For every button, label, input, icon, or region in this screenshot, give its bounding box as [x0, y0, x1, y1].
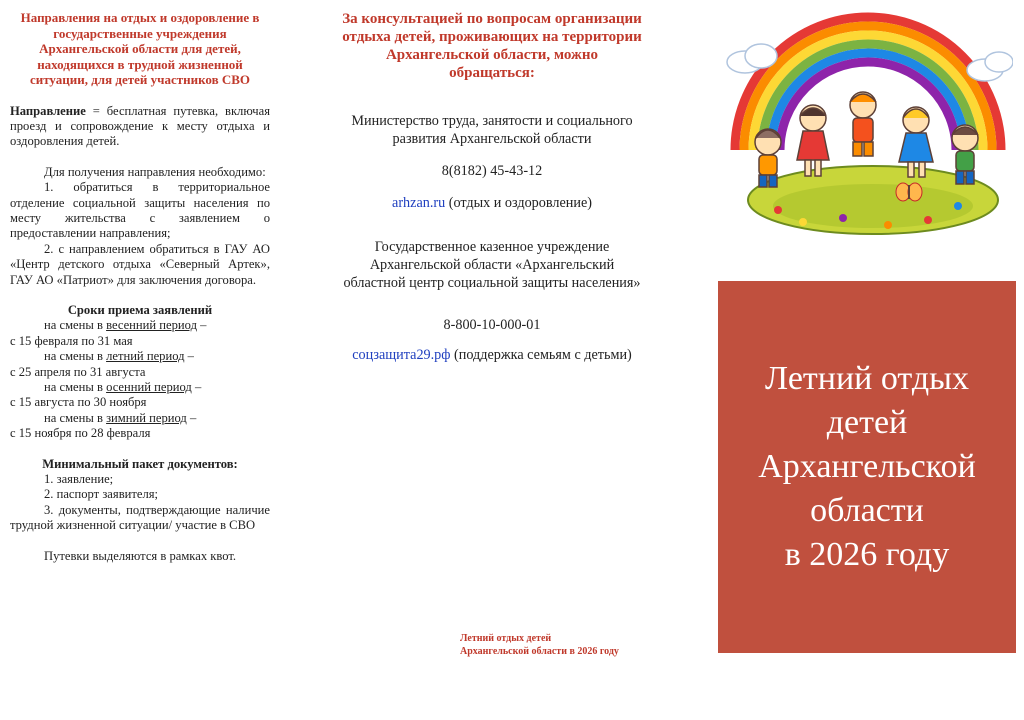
center-link-note: (поддержка семьям с детьми) [450, 347, 632, 363]
deadline-dates: с 15 августа по 30 ноября [10, 395, 147, 410]
right-panel [705, 0, 1024, 720]
deadline-dash: – [197, 318, 207, 333]
cover-block [718, 281, 1016, 653]
footnote: Летний отдых детей Архангельской области в 2026 году [460, 633, 619, 657]
deadline-period: зимний период [106, 410, 187, 425]
deadlines-title: Сроки приема заявлений [67, 302, 213, 317]
ministry-name: Министерство труда, занятости и социального развития Архангельской области [351, 113, 633, 147]
doc-1: 1. заявление; [44, 472, 114, 487]
deadline-prefix: на смены в [44, 318, 107, 333]
left-title: Направления на отдых и оздоровление в государственные учреждения Архангельской области для детей, находящихся в трудной жизненной ситуации, для детей участников СВО [20, 10, 260, 87]
deadline-period: весенний период [106, 318, 198, 333]
center-link-line [342, 346, 642, 364]
consult-heading: За консультацией по вопросам организации отдыха детей, проживающих на территории Архангельской области, можно обращаться: [342, 11, 642, 81]
doc-2: 2. паспорт заявителя; [44, 487, 159, 502]
cover-line: детей [826, 404, 908, 441]
ministry-link[interactable]: arhzan.ru [392, 195, 446, 211]
center-link[interactable]: соцзащита29.рф [352, 347, 451, 363]
deadline-item [10, 318, 270, 349]
direction-definition [10, 104, 270, 150]
cover-title [758, 357, 976, 577]
deadline-dash: – [186, 410, 197, 425]
cover-line: в 2026 году [784, 536, 950, 573]
kids-rainbow-illustration [723, 0, 1013, 235]
cover-line: области [810, 492, 924, 529]
direction-def-text: = бесплатная путевка, включая проезд и сопровождение к месту отдыха и оздоровления детей. [10, 103, 270, 149]
deadline-dates: с 15 февраля по 31 мая [10, 333, 133, 348]
deadline-dash: – [184, 349, 194, 364]
deadline-item [10, 380, 270, 411]
direction-term: Направление [10, 103, 86, 118]
ministry-link-note: (отдых и оздоровление) [445, 195, 592, 211]
deadline-prefix: на смены в [44, 410, 107, 425]
left-panel [10, 0, 270, 564]
deadline-prefix: на смены в [44, 380, 107, 394]
deadline-dates: с 25 апреля по 31 августа [10, 364, 146, 379]
center-phone: 8-800-10-000-01 [443, 317, 541, 333]
cover-line: Летний отдых [765, 360, 969, 397]
deadline-dates: с 15 ноября по 28 февраля [10, 426, 151, 441]
deadline-period: осенний период [106, 380, 192, 394]
ministry-link-line [342, 194, 642, 212]
docs-title: Минимальный пакет документов: [42, 456, 238, 471]
quota-note: Путевки выделяются в рамках квот. [44, 548, 237, 563]
deadline-dash: – [191, 380, 202, 394]
deadline-item [10, 411, 270, 442]
step-1: 1. обратиться в территориальное отделение социальной защиты населения по месту жительства с заявлением о предоставлении направления; [10, 180, 270, 241]
deadline-prefix: на смены в [44, 349, 107, 364]
deadline-item [10, 349, 270, 380]
cover-line: Архангельской [758, 448, 976, 485]
center-name: Государственное казенное учреждение Архангельской области «Архангельский областной центр социальной защиты населения» [343, 239, 641, 291]
ministry-phone: 8(8182) 45-43-12 [441, 163, 543, 179]
step-2: 2. с направлением обратиться в ГАУ АО «Центр детского отдыха «Северный Артек», ГАУ АО «Патриот» для заключения договора. [10, 241, 270, 287]
deadline-period: летний период [106, 349, 185, 364]
doc-3: 3. документы, подтверждающие наличие трудной жизненной ситуации/ участие в СВО [10, 502, 270, 533]
middle-panel [342, 0, 642, 364]
steps-intro: Для получения направления необходимо: [44, 164, 266, 179]
